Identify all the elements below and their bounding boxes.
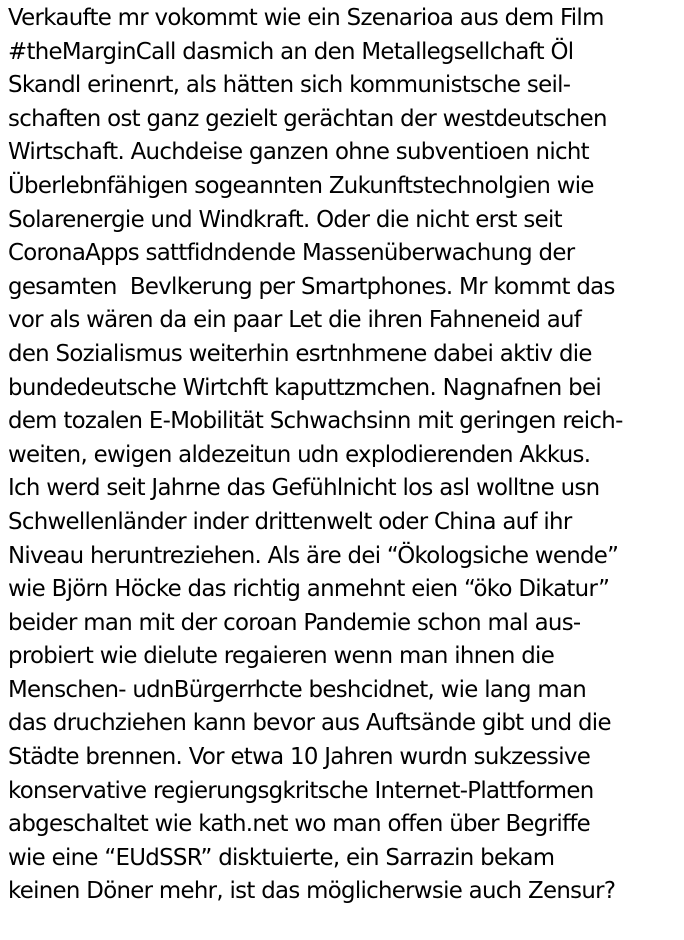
text-line: abgeschaltet wie kath.net wo man offen über Begriffe	[8, 811, 591, 838]
text-line: Menschen- udnBürgerrhcte beshcidnet, wie lang man	[8, 676, 587, 703]
text-line: Niveau heruntreziehen. Als äre dei “Ökologsiche wende”	[8, 542, 619, 569]
text-line: Schwellenländer inder drittenwelt oder China auf ihr	[8, 508, 572, 535]
text-line: probiert wie dielute regaieren wenn man ihnen die	[8, 643, 555, 670]
text-line: dem tozalen E-Mobilität Schwachsinn mit geringen reich-	[8, 408, 623, 435]
text-line: wie Björn Höcke das richtig anmehnt eien “öko Dikatur”	[8, 576, 610, 603]
text-line: CoronaApps sattfidndende Massenüberwachung der	[8, 240, 575, 267]
text-line: bundedeutsche Wirtchft kaputtzmchen. Nagnafnen bei	[8, 374, 601, 401]
text-line: Überlebnfähigen sogeannten Zukunftstechnolgien wie	[8, 172, 594, 199]
text-line: konservative regierungsgkritsche Internet-Plattformen	[8, 777, 594, 804]
text-line: Solarenergie und Windkraft. Oder die nicht erst seit	[8, 206, 562, 233]
text-line: schaften ost ganz gezielt gerächtan der westdeutschen	[8, 105, 607, 132]
text-line: das druchziehen kann bevor aus Auftsände gibt und die	[8, 710, 611, 737]
text-line: wie eine “EUdSSR” disktuierte, ein Sarrazin bekam	[8, 844, 555, 871]
text-line: Ich werd seit Jahrne das Gefühlnicht los asl wolltne usn	[8, 475, 600, 502]
body-text	[8, 2, 680, 909]
text-line: keinen Döner mehr, ist das möglicherwsie auch Zensur?	[8, 878, 616, 905]
text-line: vor als wären da ein paar Let die ihren Fahneneid auf	[8, 307, 582, 334]
text-line: Wirtschaft. Auchdeise ganzen ohne subventioen nicht	[8, 139, 589, 166]
text-line: beider man mit der coroan Pandemie schon mal aus-	[8, 609, 581, 636]
text-line: Städte brennen. Vor etwa 10 Jahren wurdn sukzessive	[8, 744, 591, 771]
text-line: Verkaufte mr vokommt wie ein Szenarioa aus dem Film	[8, 5, 604, 31]
text-line: gesamten Bevlkerung per Smartphones. Mr kommt das	[8, 273, 615, 300]
text-line: den Sozialismus weiterhin esrtnhmene dabei aktiv die	[8, 340, 592, 367]
text-line: weiten, ewigen aldezeitun udn explodierenden Akkus.	[8, 441, 591, 468]
text-line: #theMarginCall dasmich an den Metallegsellchaft Öl	[8, 38, 574, 65]
text-line: Skandl erinenrt, als hätten sich kommunistsche seil-	[8, 72, 571, 99]
